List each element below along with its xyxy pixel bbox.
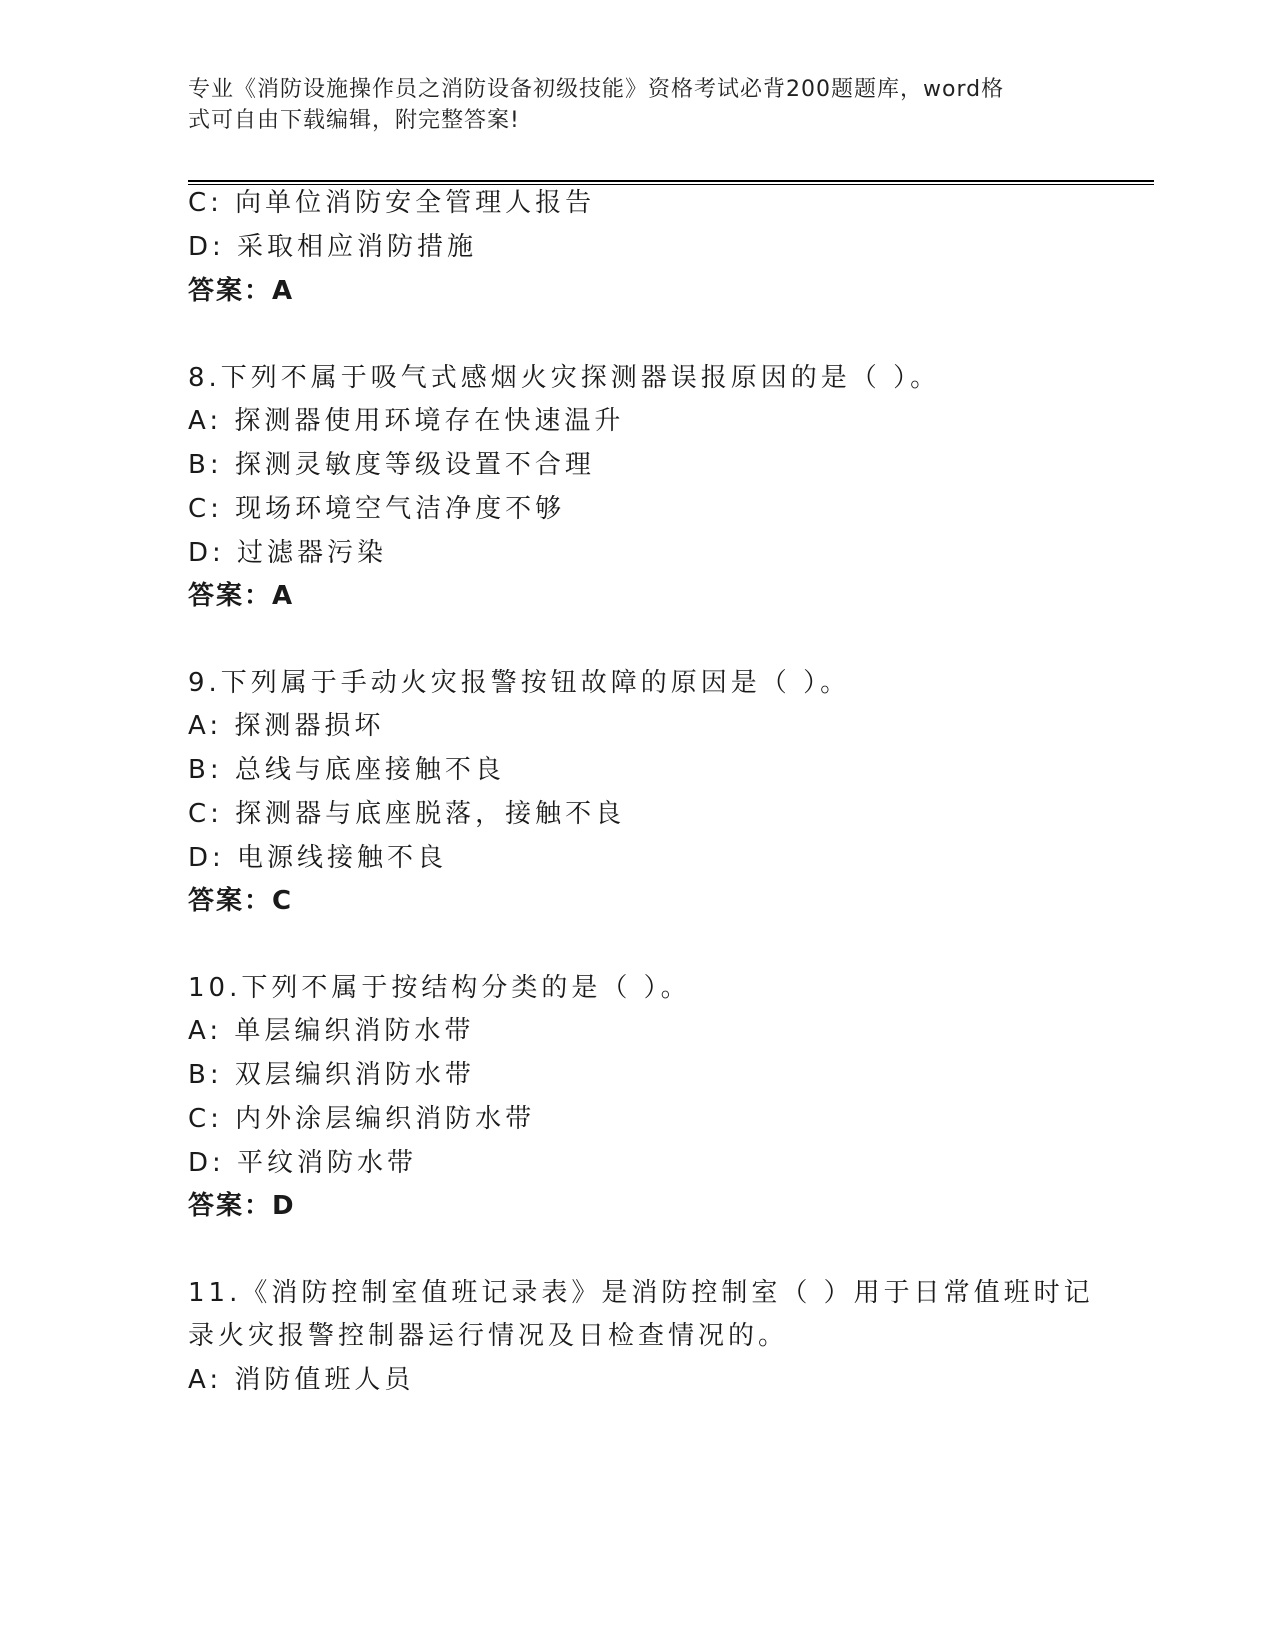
q8-answer: 答案：A [188, 581, 295, 611]
question-10: 10.下列不属于按结构分类的是（ ）。 [188, 973, 691, 1003]
question-9: 9.下列属于手动火灾报警按钮故障的原因是（ ）。 [188, 668, 851, 698]
document-header [188, 74, 1088, 136]
header-line-2: 式可自由下载编辑，附完整答案! [188, 108, 520, 133]
question-11-line-1: 11.《消防控制室值班记录表》是消防控制室（ ）用于日常值班时记 [188, 1278, 1094, 1308]
option-c: C: 向单位消防安全管理人报告 [188, 188, 596, 218]
q10-option-d: D: 平纹消防水带 [188, 1148, 418, 1178]
q8-option-d: D: 过滤器污染 [188, 538, 388, 568]
q10-option-a: A: 单层编织消防水带 [188, 1016, 475, 1046]
q9-option-b: B: 总线与底座接触不良 [188, 755, 505, 785]
question-11-line-2: 录火灾报警控制器运行情况及日检查情况的。 [188, 1321, 789, 1351]
answer-line: 答案：A [188, 276, 295, 306]
q9-answer: 答案：C [188, 886, 294, 916]
q8-option-a: A: 探测器使用环境存在快速温升 [188, 406, 625, 436]
q8-option-c: C: 现场环境空气洁净度不够 [188, 494, 566, 524]
header-divider-thick [188, 180, 1154, 182]
question-8: 8.下列不属于吸气式感烟火灾探测器误报原因的是（ ）。 [188, 363, 941, 393]
q10-option-b: B: 双层编织消防水带 [188, 1060, 475, 1090]
q9-option-d: D: 电源线接触不良 [188, 843, 448, 873]
q8-option-b: B: 探测灵敏度等级设置不合理 [188, 450, 595, 480]
header-divider-thin [188, 184, 1154, 185]
header-line-1: 专业《消防设施操作员之消防设备初级技能》资格考试必背200题题库，word格 [188, 77, 1005, 102]
q11-option-a: A: 消防值班人员 [188, 1365, 415, 1395]
q10-answer: 答案：D [188, 1191, 296, 1221]
q9-option-a: A: 探测器损坏 [188, 711, 385, 741]
option-d: D: 采取相应消防措施 [188, 232, 478, 262]
q9-option-c: C: 探测器与底座脱落，接触不良 [188, 799, 626, 829]
q10-option-c: C: 内外涂层编织消防水带 [188, 1104, 536, 1134]
